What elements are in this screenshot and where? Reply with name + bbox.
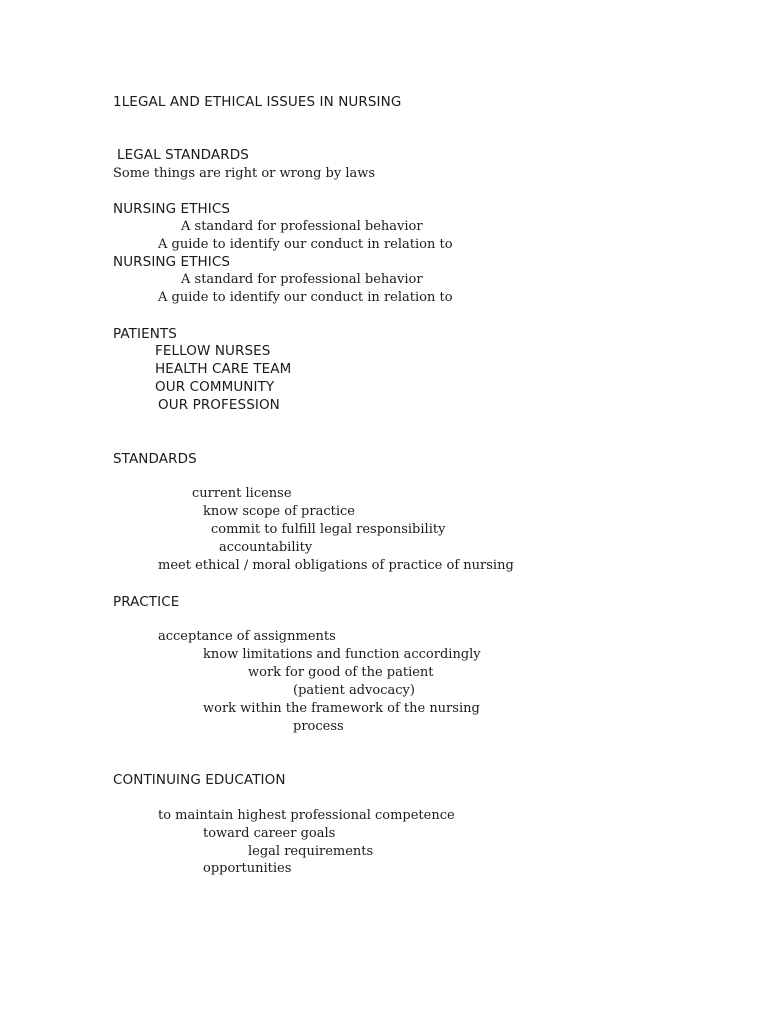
practice-item: know limitations and function accordingly [203,647,481,662]
education-item: to maintain highest professional competence [158,808,455,823]
nursing-ethics-line: A standard for professional behavior [181,219,423,234]
standards-item: accountability [219,540,313,555]
education-heading: CONTINUING EDUCATION [113,772,286,788]
document-title: 1LEGAL AND ETHICAL ISSUES IN NURSING [113,94,402,110]
standards-item: meet ethical / moral obligations of practice of nursing [158,558,514,573]
relation-item: HEALTH CARE TEAM [155,361,292,377]
nursing-ethics-line: A guide to identify our conduct in relation to [158,237,453,252]
practice-item: work for good of the patient [248,665,434,680]
relation-item: FELLOW NURSES [155,343,271,359]
practice-heading: PRACTICE [113,594,180,610]
standards-item: know scope of practice [203,504,355,519]
education-item: legal requirements [248,844,374,859]
practice-item: process [293,719,344,734]
education-item: opportunities [203,861,292,876]
relation-item: OUR PROFESSION [158,397,280,413]
patients-heading: PATIENTS [113,326,177,342]
practice-item: (patient advocacy) [293,683,415,698]
nursing-ethics-line: A standard for professional behavior [181,272,423,287]
practice-item: acceptance of assignments [158,629,336,644]
legal-standards-text: Some things are right or wrong by laws [113,166,376,181]
practice-item: work within the framework of the nursing [203,701,480,716]
nursing-ethics-heading: NURSING ETHICS [113,201,231,217]
standards-item: current license [192,486,292,501]
nursing-ethics-line: A guide to identify our conduct in relation to [158,290,453,305]
legal-standards-heading: LEGAL STANDARDS [117,147,249,163]
nursing-ethics-heading: NURSING ETHICS [113,254,231,270]
standards-item: commit to fulfill legal responsibility [211,522,446,537]
standards-heading: STANDARDS [113,451,197,467]
relation-item: OUR COMMUNITY [155,379,275,395]
education-item: toward career goals [203,826,336,841]
